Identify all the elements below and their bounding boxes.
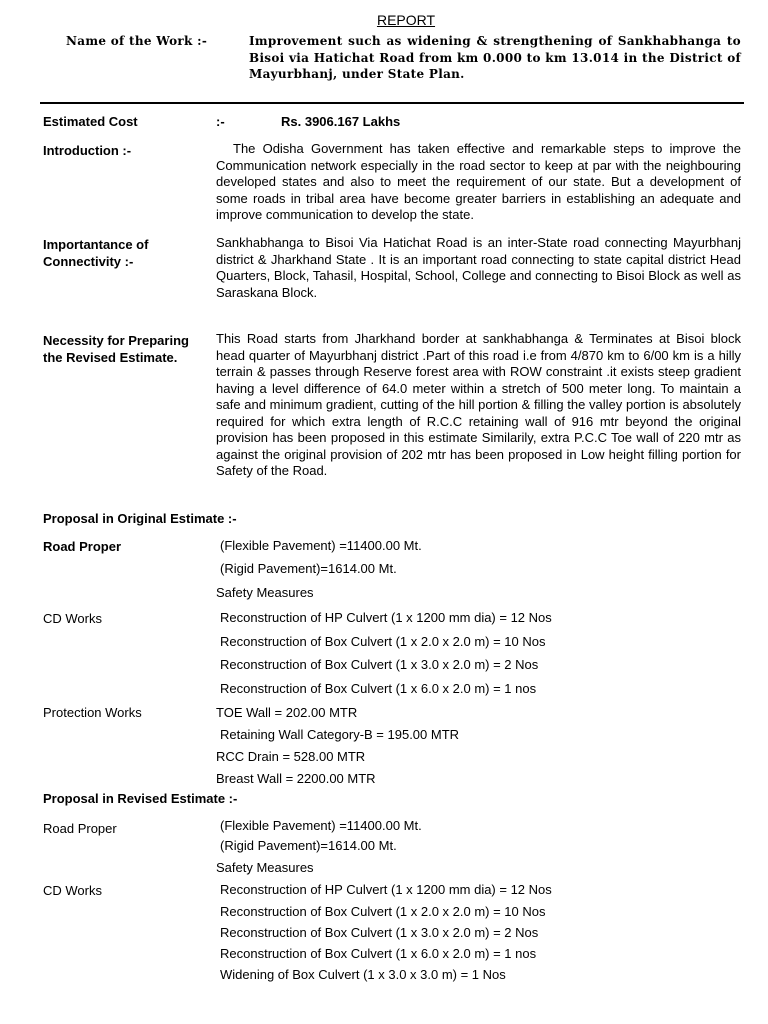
connectivity-text: Sankhabhanga to Bisoi Via Hatichat Road is an inter-State road connecting Mayurbhanj district & Jharkhand State . It is an important road connecting to state capital district Head Quarters, Block, Tahasil, Hospital, School, College and connecting to Bisoi Block as well as Saraskana Block. [216,235,741,300]
revised-cd-works-label: CD Works [43,883,102,898]
work-name-label: Name of the Work :- [66,34,208,48]
original-cd-item: Reconstruction of Box Culvert (1 x 6.0 x 2.0 m) = 1 nos [220,681,537,696]
original-cd-item: Reconstruction of Box Culvert (1 x 3.0 x 2.0 m) = 2 Nos [220,657,539,672]
original-cd-item: Reconstruction of HP Culvert (1 x 1200 mm dia) = 12 Nos [220,610,552,625]
work-name-text: Improvement such as widening & strengthening of Sankhabhanga to Bisoi via Hatichat Road from km 0.000 to km 13.014 in the District of Mayurbhanj, under State Plan. [249,34,741,81]
original-protection-item: Retaining Wall Category-B = 195.00 MTR [220,727,460,742]
revised-cd-item: Reconstruction of Box Culvert (1 x 2.0 x 2.0 m) = 10 Nos [220,904,546,919]
revised-cd-item: Reconstruction of Box Culvert (1 x 3.0 x 2.0 m) = 2 Nos [220,925,539,940]
necessity-label-line2: the Revised Estimate. [43,350,178,365]
report-title: REPORT [376,12,436,28]
introduction-label: Introduction :- [43,143,132,158]
original-cd-works-label: CD Works [43,611,102,626]
necessity-text: This Road starts from Jharkhand border at sankhabhanga & Terminates at Bisoi block head quarter of Mayurbhanj district .Part of this road i.e from 4/870 km to 6/00 km is a hilly terrain & passes through Reserve forest area with ROW constraint .it exists steep gradient having a level difference of 64.0 meter within a stretch of 500 meter long. To maintain a safe and minimum gradient, cutting of the hill portion & filling the valley portion is absolutely required for which extra length of R.C.C retaining wall of 916 mtr beyond the original provision has been proposed in this estimate Similarily, extra P.C.C Toe wall of 220 mtr as against the original provision of 202 mtr has been proposed in Low height filling portion for Safety of the Road. [216,331,741,478]
estimated-cost-separator: :- [216,114,225,129]
connectivity-label-line1: Importantance of [43,237,149,252]
original-protection-item: Breast Wall = 2200.00 MTR [216,771,376,786]
original-protection-works-label: Protection Works [43,705,142,720]
revised-road-proper-label: Road Proper [43,821,117,836]
original-protection-item: TOE Wall = 202.00 MTR [216,705,358,720]
original-estimate-heading: Proposal in Original Estimate :- [43,511,237,526]
connectivity-label-line2: Connectivity :- [43,254,134,269]
original-road-item: (Flexible Pavement) =11400.00 Mt. [220,538,422,553]
original-road-item: (Rigid Pavement)=1614.00 Mt. [220,561,397,576]
original-safety-measures: Safety Measures [216,585,314,600]
header-divider [40,102,744,104]
revised-road-item: (Flexible Pavement) =11400.00 Mt. [220,818,422,833]
revised-cd-item: Reconstruction of HP Culvert (1 x 1200 mm dia) = 12 Nos [220,882,552,897]
revised-safety-measures: Safety Measures [216,860,314,875]
estimated-cost-label: Estimated Cost [43,114,138,129]
necessity-label-line1: Necessity for Preparing [43,333,189,348]
revised-estimate-heading: Proposal in Revised Estimate :- [43,791,238,806]
introduction-text: The Odisha Government has taken effective and remarkable steps to improve the Communication network especially in the road sector to keep at par with the neighbouring developed states and also to meet the requirement of our state. But a development of some roads in tribal area have become greater barriers in establishing an adequate and improve communication to develop the state. [216,141,741,222]
original-road-proper-label: Road Proper [43,539,122,554]
revised-cd-item: Widening of Box Culvert (1 x 3.0 x 3.0 m) = 1 Nos [220,967,506,982]
original-cd-item: Reconstruction of Box Culvert (1 x 2.0 x 2.0 m) = 10 Nos [220,634,546,649]
revised-road-item: (Rigid Pavement)=1614.00 Mt. [220,838,397,853]
original-protection-item: RCC Drain = 528.00 MTR [216,749,366,764]
revised-cd-item: Reconstruction of Box Culvert (1 x 6.0 x 2.0 m) = 1 nos [220,946,537,961]
estimated-cost-value: Rs. 3906.167 Lakhs [281,114,401,129]
